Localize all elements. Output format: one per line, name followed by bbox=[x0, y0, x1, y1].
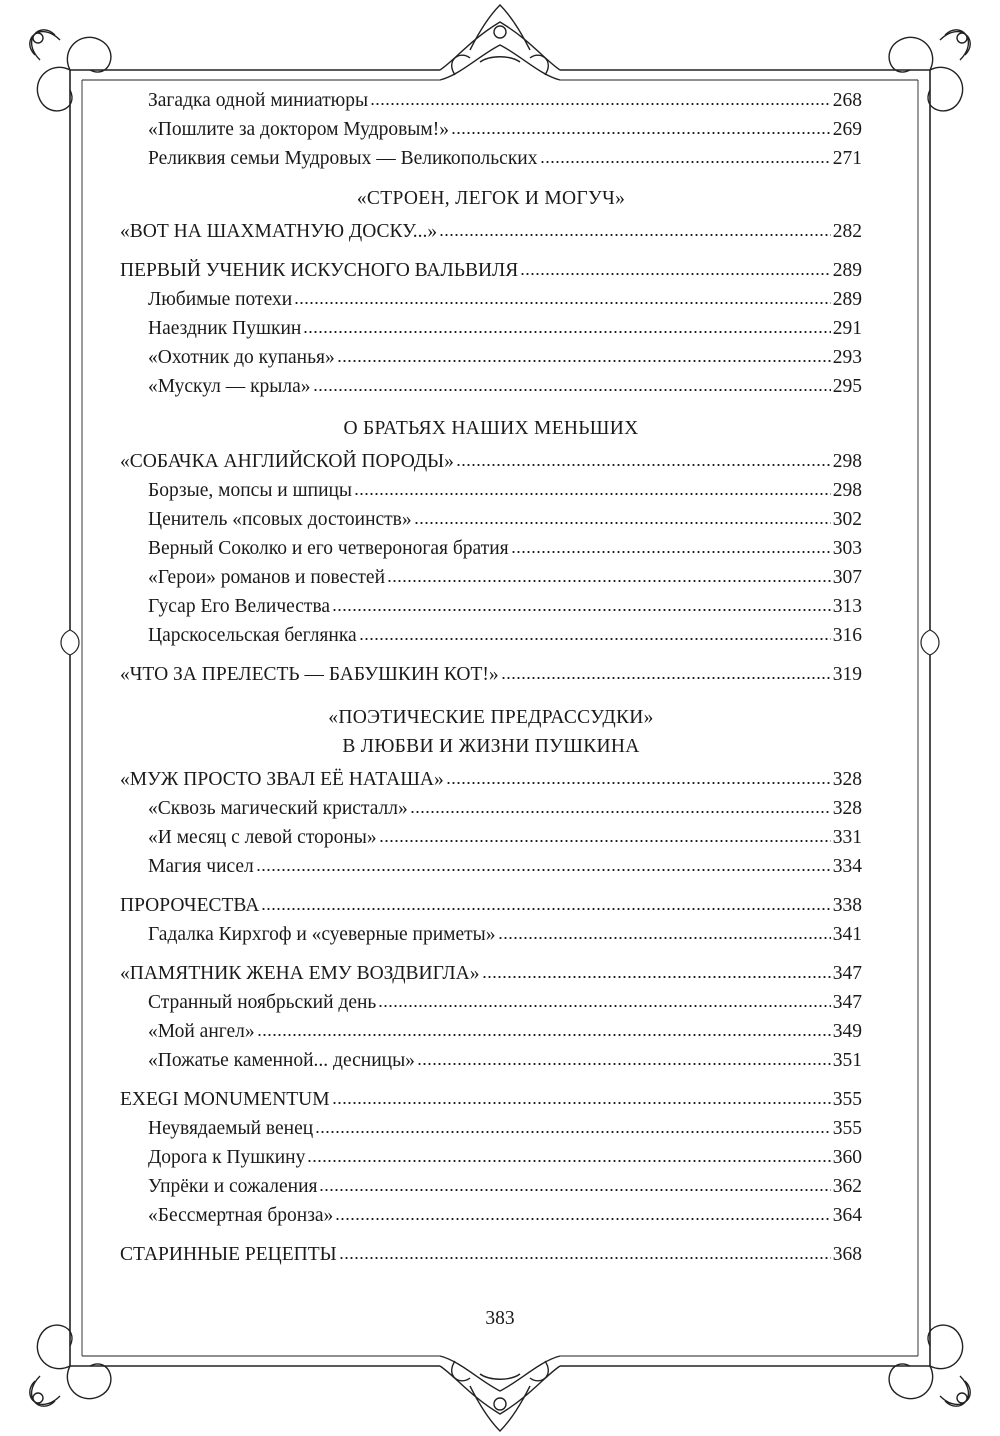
toc-entry-title: «И месяц с левой стороны» bbox=[148, 827, 377, 848]
toc-entry-title: Борзые, мопсы и шпицы bbox=[148, 480, 353, 501]
toc-entry bbox=[120, 1143, 862, 1172]
toc-entry bbox=[120, 1114, 862, 1143]
leader-dots bbox=[261, 907, 830, 911]
leader-dots bbox=[414, 521, 831, 525]
toc-entry-title: «Герои» романов и повестей bbox=[148, 567, 386, 588]
toc-entry-page: 360 bbox=[832, 1147, 862, 1168]
toc-entry-title: «Мускул — крыла» bbox=[148, 376, 311, 397]
toc-entry-page: 351 bbox=[832, 1050, 862, 1071]
toc-entry-title: ПЕРВЫЙ УЧЕНИК ИСКУСНОГО ВАЛЬВИЛЯ bbox=[120, 260, 519, 281]
toc-entry-title: Любимые потехи bbox=[148, 289, 293, 310]
toc-entry bbox=[120, 217, 862, 246]
toc-entry bbox=[120, 765, 862, 794]
toc-entry-page: 293 bbox=[832, 347, 862, 368]
leader-dots bbox=[451, 131, 831, 135]
leader-dots bbox=[303, 330, 830, 334]
toc-entry bbox=[120, 86, 862, 115]
toc-entry bbox=[120, 314, 862, 343]
toc-entry-page: 355 bbox=[832, 1118, 862, 1139]
toc-entry-title: «ЧТО ЗА ПРЕЛЕСТЬ — БАБУШКИН КОТ!» bbox=[120, 664, 499, 685]
leader-dots bbox=[379, 839, 831, 843]
table-of-contents bbox=[120, 86, 862, 1269]
toc-entry-page: 319 bbox=[832, 664, 862, 685]
leader-dots bbox=[387, 579, 831, 583]
leader-dots bbox=[335, 1217, 830, 1221]
toc-entry-title: Верный Соколко и его четвероногая братия bbox=[148, 538, 509, 559]
toc-entry-page: 341 bbox=[832, 924, 862, 945]
toc-entry bbox=[120, 920, 862, 949]
toc-entry bbox=[120, 823, 862, 852]
page-number: 383 bbox=[485, 1308, 515, 1329]
toc-entry-page: 302 bbox=[832, 509, 862, 530]
leader-dots bbox=[482, 975, 831, 979]
toc-entry-page: 289 bbox=[832, 260, 862, 281]
leader-dots bbox=[319, 1188, 830, 1192]
toc-entry-page: 313 bbox=[832, 596, 862, 617]
toc-entry bbox=[120, 794, 862, 823]
leader-dots bbox=[315, 1130, 831, 1134]
toc-entry-page: 364 bbox=[832, 1205, 862, 1226]
toc-entry-title: «СОБАЧКА АНГЛИЙСКОЙ ПОРОДЫ» bbox=[120, 451, 454, 472]
toc-entry-page: 347 bbox=[832, 992, 862, 1013]
toc-entry bbox=[120, 621, 862, 650]
toc-entry bbox=[120, 592, 862, 621]
toc-entry bbox=[120, 534, 862, 563]
leader-dots bbox=[446, 781, 831, 785]
toc-entry-page: 295 bbox=[832, 376, 862, 397]
toc-entry-title: «Пошлите за доктором Мудровым!» bbox=[148, 119, 449, 140]
toc-entry-title: «Охотник до купанья» bbox=[148, 347, 335, 368]
leader-dots bbox=[339, 1256, 831, 1260]
toc-entry bbox=[120, 1046, 862, 1075]
leader-dots bbox=[511, 550, 831, 554]
toc-entry-title: Реликвия семьи Мудровых — Великопольских bbox=[148, 148, 538, 169]
toc-entry bbox=[120, 256, 862, 285]
section-heading: О БРАТЬЯХ НАШИХ МЕНЬШИХ bbox=[343, 418, 639, 439]
leader-dots bbox=[294, 301, 831, 305]
section-heading: «СТРОЕН, ЛЕГОК И МОГУЧ» bbox=[356, 188, 626, 209]
toc-entry-title: «Бессмертная бронза» bbox=[148, 1205, 334, 1226]
section-heading: В ЛЮБВИ И ЖИЗНИ ПУШКИНА bbox=[342, 736, 640, 757]
leader-dots bbox=[354, 492, 831, 496]
toc-entry-page: 289 bbox=[832, 289, 862, 310]
toc-entry-title: Наездник Пушкин bbox=[148, 318, 302, 339]
toc-entry-title: Царскосельская беглянка bbox=[148, 625, 357, 646]
leader-dots bbox=[439, 233, 831, 237]
toc-entry-page: 298 bbox=[832, 480, 862, 501]
toc-entry-title: Магия чисел bbox=[148, 856, 254, 877]
toc-entry-page: 307 bbox=[832, 567, 862, 588]
toc-entry bbox=[120, 372, 862, 401]
leader-dots bbox=[332, 608, 831, 612]
leader-dots bbox=[498, 936, 831, 940]
toc-entry-title: Странный ноябрьский день bbox=[148, 992, 377, 1013]
toc-entry-title: «ВОТ НА ШАХМАТНУЮ ДОСКУ...» bbox=[120, 221, 438, 242]
toc-entry-title: Гусар Его Величества bbox=[148, 596, 331, 617]
leader-dots bbox=[370, 102, 831, 106]
leader-dots bbox=[332, 1101, 831, 1105]
toc-entry-page: 298 bbox=[832, 451, 862, 472]
leader-dots bbox=[456, 463, 831, 467]
toc-entry-title: «Мой ангел» bbox=[148, 1021, 255, 1042]
toc-entry-page: 338 bbox=[832, 895, 862, 916]
toc-entry-title: СТАРИННЫЕ РЕЦЕПТЫ bbox=[120, 1244, 337, 1265]
leader-dots bbox=[359, 637, 831, 641]
toc-entry bbox=[120, 476, 862, 505]
toc-entry-page: 328 bbox=[832, 798, 862, 819]
toc-entry-title: Гадалка Кирхгоф и «суеверные приметы» bbox=[148, 924, 496, 945]
filigree-top-icon bbox=[440, 5, 560, 80]
toc-entry-page: 334 bbox=[832, 856, 862, 877]
leader-dots bbox=[337, 359, 831, 363]
leader-dots bbox=[520, 272, 830, 276]
toc-entry-page: 347 bbox=[832, 963, 862, 984]
toc-entry-title: ПРОРОЧЕСТВА bbox=[120, 895, 260, 916]
toc-entry-page: 362 bbox=[832, 1176, 862, 1197]
toc-entry-title: Неувядаемый венец bbox=[148, 1118, 314, 1139]
toc-entry-page: 349 bbox=[832, 1021, 862, 1042]
toc-entry-title: Ценитель «псовых достоинств» bbox=[148, 509, 412, 530]
toc-entry-title: «МУЖ ПРОСТО ЗВАЛ ЕЁ НАТАША» bbox=[120, 769, 444, 790]
toc-entry bbox=[120, 285, 862, 314]
leader-dots bbox=[417, 1062, 831, 1066]
toc-entry bbox=[120, 1201, 862, 1230]
toc-entry-page: 282 bbox=[832, 221, 862, 242]
toc-entry-title: EXEGI MONUMENTUM bbox=[120, 1089, 330, 1110]
toc-entry bbox=[120, 115, 862, 144]
toc-entry-page: 355 bbox=[832, 1089, 862, 1110]
toc-entry bbox=[120, 563, 862, 592]
toc-entry bbox=[120, 343, 862, 372]
toc-entry-title: Упрёки и сожаления bbox=[148, 1176, 318, 1197]
toc-entry bbox=[120, 660, 862, 689]
toc-entry bbox=[120, 447, 862, 476]
toc-entry bbox=[120, 144, 862, 173]
toc-entry-page: 328 bbox=[832, 769, 862, 790]
toc-entry bbox=[120, 1085, 862, 1114]
toc-entry-title: «ПАМЯТНИК ЖЕНА ЕМУ ВОЗДВИГЛА» bbox=[120, 963, 480, 984]
toc-entry-page: 268 bbox=[832, 90, 862, 111]
toc-entry-page: 316 bbox=[832, 625, 862, 646]
toc-entry-title: Дорога к Пушкину bbox=[148, 1147, 306, 1168]
section-heading: «ПОЭТИЧЕСКИЕ ПРЕДРАССУДКИ» bbox=[328, 707, 654, 728]
toc-entry-title: Загадка одной миниатюры bbox=[148, 90, 369, 111]
toc-entry-page: 291 bbox=[832, 318, 862, 339]
leader-dots bbox=[257, 1033, 831, 1037]
toc-entry bbox=[120, 988, 862, 1017]
toc-entry bbox=[120, 959, 862, 988]
leader-dots bbox=[378, 1004, 830, 1008]
toc-entry-page: 303 bbox=[832, 538, 862, 559]
leader-dots bbox=[307, 1159, 830, 1163]
leader-dots bbox=[540, 160, 831, 164]
toc-entry-title: «Пожатье каменной... десницы» bbox=[148, 1050, 415, 1071]
toc-entry bbox=[120, 1240, 862, 1269]
leader-dots bbox=[256, 868, 831, 872]
toc-entry bbox=[120, 891, 862, 920]
leader-dots bbox=[501, 676, 831, 680]
filigree-bottom-icon bbox=[440, 1356, 560, 1431]
leader-dots bbox=[410, 810, 831, 814]
toc-entry-page: 368 bbox=[832, 1244, 862, 1265]
toc-entry-page: 331 bbox=[832, 827, 862, 848]
toc-entry-page: 269 bbox=[832, 119, 862, 140]
toc-entry bbox=[120, 505, 862, 534]
toc-entry bbox=[120, 1017, 862, 1046]
leader-dots bbox=[313, 388, 831, 392]
toc-entry bbox=[120, 852, 862, 881]
toc-entry-page: 271 bbox=[832, 148, 862, 169]
toc-entry-title: «Сквозь магический кристалл» bbox=[148, 798, 408, 819]
toc-entry bbox=[120, 1172, 862, 1201]
